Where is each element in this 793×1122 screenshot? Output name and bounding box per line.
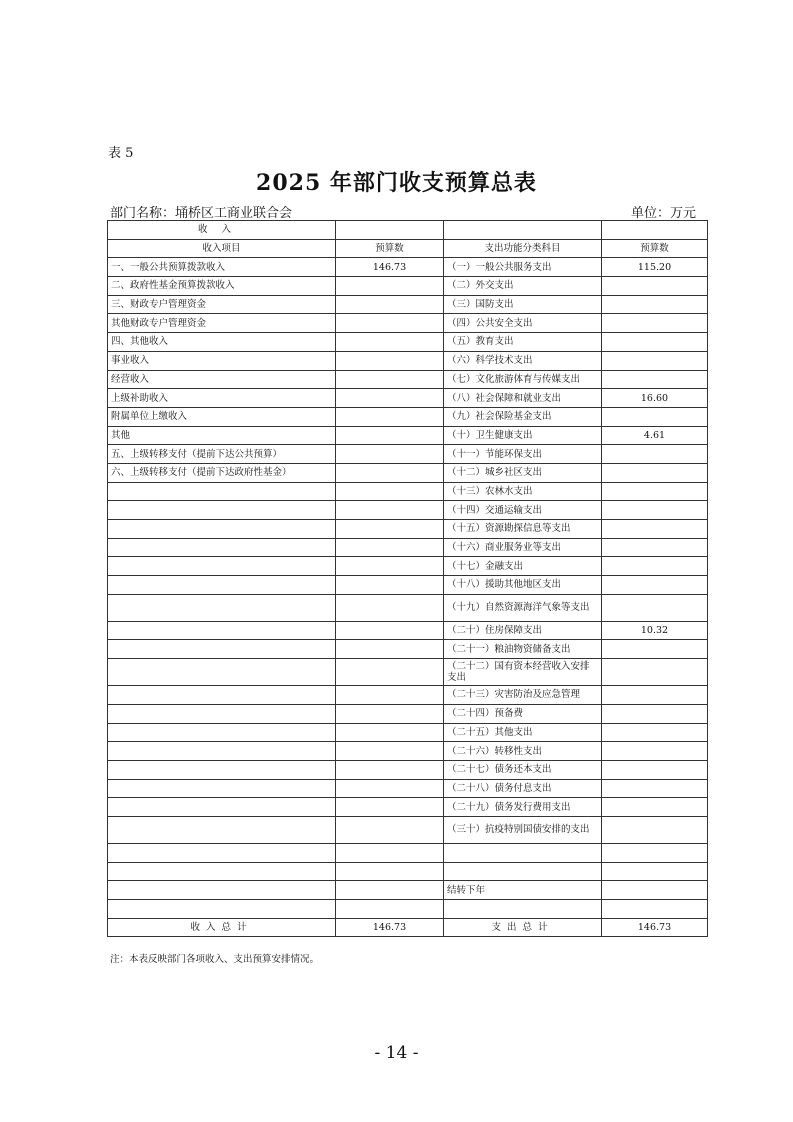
table-row — [108, 538, 708, 557]
income-item-cell — [108, 576, 336, 595]
total-expense-label: 支出总计 — [444, 918, 602, 937]
expense-amount-cell — [602, 370, 708, 389]
income-item-cell — [108, 482, 336, 501]
income-item-cell: 其他 — [108, 426, 336, 445]
expense-item-cell: （十八）援助其他地区支出 — [444, 576, 602, 595]
expense-amount-cell — [602, 640, 708, 659]
expense-item-cell: （十五）资源勘探信息等支出 — [444, 520, 602, 539]
income-amount-cell — [336, 520, 444, 539]
expense-item-cell: 结转下年 — [444, 881, 602, 900]
expense-item-cell: （二十四）预备费 — [444, 704, 602, 723]
income-item-cell — [108, 686, 336, 705]
col-expense-item: 支出功能分类科目 — [444, 239, 602, 258]
expense-item-cell — [444, 862, 602, 881]
group-expense-header — [444, 221, 602, 240]
table-row — [108, 723, 708, 742]
table-row — [108, 314, 708, 333]
income-item-cell: 六、上级转移支付（提前下达政府性基金） — [108, 463, 336, 482]
expense-amount-cell — [602, 520, 708, 539]
income-item-cell — [108, 621, 336, 640]
table-row — [108, 463, 708, 482]
total-income-value: 146.73 — [336, 918, 444, 937]
income-item-cell — [108, 881, 336, 900]
table-row — [108, 640, 708, 659]
expense-item-cell: （二十五）其他支出 — [444, 723, 602, 742]
income-item-cell — [108, 779, 336, 798]
income-amount-cell — [336, 862, 444, 881]
income-amount-cell — [336, 407, 444, 426]
table-row — [108, 686, 708, 705]
expense-item-cell: （十四）交通运输支出 — [444, 501, 602, 520]
unit-label: 单位：万元 — [630, 206, 696, 221]
income-item-cell — [108, 723, 336, 742]
income-amount-cell — [336, 389, 444, 408]
expense-item-cell: （八）社会保障和就业支出 — [444, 389, 602, 408]
table-row — [108, 389, 708, 408]
expense-amount-cell: 10.32 — [602, 621, 708, 640]
income-amount-cell — [336, 277, 444, 296]
income-item-cell — [108, 900, 336, 919]
income-amount-cell — [336, 760, 444, 779]
expense-item-cell: （五）教育支出 — [444, 333, 602, 352]
table-row — [108, 621, 708, 640]
income-item-cell: 其他财政专户管理资金 — [108, 314, 336, 333]
expense-item-cell: （十二）城乡社区支出 — [444, 463, 602, 482]
expense-amount-cell — [602, 723, 708, 742]
table-row — [108, 351, 708, 370]
income-amount-cell — [336, 816, 444, 843]
income-amount-cell — [336, 576, 444, 595]
expense-item-cell: （三十）抗疫特别国债安排的支出 — [444, 816, 602, 843]
expense-item-cell: （十九）自然资源海洋气象等支出 — [444, 594, 602, 621]
total-expense-value: 146.73 — [602, 918, 708, 937]
income-item-cell — [108, 816, 336, 843]
income-amount-cell — [336, 333, 444, 352]
expense-amount-cell — [602, 576, 708, 595]
expense-item-cell: （一）一般公共服务支出 — [444, 258, 602, 277]
group-blank-cell — [336, 221, 444, 240]
table-label: 表 5 — [108, 146, 134, 161]
expense-amount-cell — [602, 686, 708, 705]
table-row — [108, 370, 708, 389]
expense-amount-cell: 115.20 — [602, 258, 708, 277]
expense-amount-cell — [602, 538, 708, 557]
table-row — [108, 277, 708, 296]
income-item-cell — [108, 760, 336, 779]
income-amount-cell — [336, 557, 444, 576]
table-row — [108, 779, 708, 798]
expense-item-cell: （二）外交支出 — [444, 277, 602, 296]
income-amount-cell — [336, 594, 444, 621]
table-row — [108, 333, 708, 352]
table-row — [108, 482, 708, 501]
expense-amount-cell — [602, 760, 708, 779]
expense-amount-cell — [602, 843, 708, 862]
expense-item-cell: （十）卫生健康支出 — [444, 426, 602, 445]
income-amount-cell — [336, 881, 444, 900]
income-amount-cell — [336, 482, 444, 501]
expense-item-cell: （二十八）债务付息支出 — [444, 779, 602, 798]
expense-item-cell: （三）国防支出 — [444, 295, 602, 314]
income-amount-cell — [336, 621, 444, 640]
budget-table — [107, 220, 708, 937]
income-amount-cell — [336, 843, 444, 862]
expense-amount-cell — [602, 314, 708, 333]
income-item-cell — [108, 557, 336, 576]
expense-item-cell — [444, 900, 602, 919]
expense-amount-cell — [602, 463, 708, 482]
table-row — [108, 881, 708, 900]
income-item-cell: 事业收入 — [108, 351, 336, 370]
department-name: 部门名称：埇桥区工商业联合会 — [110, 206, 293, 221]
income-amount-cell — [336, 798, 444, 817]
expense-amount-cell — [602, 351, 708, 370]
income-item-cell — [108, 640, 336, 659]
income-amount-cell — [336, 900, 444, 919]
table-row — [108, 258, 708, 277]
income-amount-cell — [336, 723, 444, 742]
expense-item-cell: （十六）商业服务业等支出 — [444, 538, 602, 557]
table-row — [108, 295, 708, 314]
column-header-row — [108, 239, 708, 258]
expense-amount-cell — [602, 900, 708, 919]
table-row — [108, 594, 708, 621]
expense-amount-cell — [602, 742, 708, 761]
income-amount-cell — [336, 501, 444, 520]
income-item-cell — [108, 501, 336, 520]
group-income-header: 收入 — [108, 221, 336, 240]
total-income-label: 收入总计 — [108, 918, 336, 937]
income-amount-cell — [336, 314, 444, 333]
expense-amount-cell — [602, 881, 708, 900]
income-item-cell — [108, 843, 336, 862]
table-row — [108, 520, 708, 539]
income-amount-cell — [336, 742, 444, 761]
expense-amount-cell — [602, 501, 708, 520]
page-number: - 14 - — [374, 1043, 419, 1063]
income-item-cell — [108, 538, 336, 557]
income-item-cell — [108, 594, 336, 621]
col-income-item: 收入项目 — [108, 239, 336, 258]
expense-item-cell: （十一）节能环保支出 — [444, 445, 602, 464]
income-amount-cell — [336, 779, 444, 798]
income-item-cell: 附属单位上缴收入 — [108, 407, 336, 426]
income-amount-cell — [336, 463, 444, 482]
income-item-cell — [108, 704, 336, 723]
income-item-cell: 一、一般公共预算拨款收入 — [108, 258, 336, 277]
expense-amount-cell — [602, 333, 708, 352]
expense-amount-cell — [602, 862, 708, 881]
table-row — [108, 445, 708, 464]
income-amount-cell: 146.73 — [336, 258, 444, 277]
expense-item-cell: （二十）住房保障支出 — [444, 621, 602, 640]
income-amount-cell — [336, 370, 444, 389]
group-header-row — [108, 221, 708, 240]
expense-amount-cell — [602, 659, 708, 686]
income-item-cell: 四、其他收入 — [108, 333, 336, 352]
expense-amount-cell — [602, 704, 708, 723]
income-item-cell: 五、上级转移支付（提前下达公共预算） — [108, 445, 336, 464]
table-row — [108, 760, 708, 779]
income-amount-cell — [336, 538, 444, 557]
expense-amount-cell — [602, 277, 708, 296]
expense-item-cell: （九）社会保险基金支出 — [444, 407, 602, 426]
expense-amount-cell — [602, 407, 708, 426]
table-row — [108, 816, 708, 843]
income-amount-cell — [336, 659, 444, 686]
table-row — [108, 900, 708, 919]
expense-amount-cell — [602, 594, 708, 621]
table-row — [108, 426, 708, 445]
income-item-cell — [108, 798, 336, 817]
expense-amount-cell — [602, 798, 708, 817]
col-expense-amount: 预算数 — [602, 239, 708, 258]
expense-amount-cell — [602, 445, 708, 464]
table-row — [108, 862, 708, 881]
expense-amount-cell — [602, 482, 708, 501]
table-row — [108, 557, 708, 576]
expense-item-cell: （二十三）灾害防治及应急管理 — [444, 686, 602, 705]
table-row — [108, 843, 708, 862]
expense-amount-cell — [602, 816, 708, 843]
income-item-cell: 二、政府性基金预算拨款收入 — [108, 277, 336, 296]
income-item-cell — [108, 742, 336, 761]
col-income-amount: 预算数 — [336, 239, 444, 258]
table-row — [108, 501, 708, 520]
expense-item-cell: （二十二）国有资本经营收入安排支出 — [444, 659, 602, 686]
total-row — [108, 918, 708, 937]
expense-amount-cell: 16.60 — [602, 389, 708, 408]
income-amount-cell — [336, 704, 444, 723]
income-amount-cell — [336, 686, 444, 705]
income-item-cell: 上级补助收入 — [108, 389, 336, 408]
expense-amount-cell — [602, 557, 708, 576]
table-row — [108, 742, 708, 761]
expense-item-cell: （二十六）转移性支出 — [444, 742, 602, 761]
table-row — [108, 659, 708, 686]
expense-amount-cell — [602, 295, 708, 314]
table-row — [108, 576, 708, 595]
group-blank-cell — [602, 221, 708, 240]
income-item-cell: 经营收入 — [108, 370, 336, 389]
expense-item-cell: （四）公共安全支出 — [444, 314, 602, 333]
expense-amount-cell: 4.61 — [602, 426, 708, 445]
income-item-cell: 三、财政专户管理资金 — [108, 295, 336, 314]
expense-item-cell: （十三）农林水支出 — [444, 482, 602, 501]
table-row — [108, 704, 708, 723]
expense-item-cell: （二十一）粮油物资储备支出 — [444, 640, 602, 659]
income-amount-cell — [336, 445, 444, 464]
income-amount-cell — [336, 295, 444, 314]
page-title: 2025 年部门收支预算总表 — [256, 170, 537, 196]
income-item-cell — [108, 862, 336, 881]
income-amount-cell — [336, 640, 444, 659]
expense-item-cell: （二十九）债务发行费用支出 — [444, 798, 602, 817]
expense-item-cell: （十七）金融支出 — [444, 557, 602, 576]
table-row — [108, 798, 708, 817]
expense-item-cell: （六）科学技术支出 — [444, 351, 602, 370]
expense-item-cell — [444, 843, 602, 862]
expense-item-cell: （二十七）债务还本支出 — [444, 760, 602, 779]
expense-amount-cell — [602, 779, 708, 798]
table-row — [108, 407, 708, 426]
footnote: 注：本表反映部门各项收入、支出预算安排情况。 — [110, 954, 320, 965]
income-amount-cell — [336, 426, 444, 445]
income-amount-cell — [336, 351, 444, 370]
income-item-cell — [108, 659, 336, 686]
expense-item-cell: （七）文化旅游体育与传媒支出 — [444, 370, 602, 389]
income-item-cell — [108, 520, 336, 539]
